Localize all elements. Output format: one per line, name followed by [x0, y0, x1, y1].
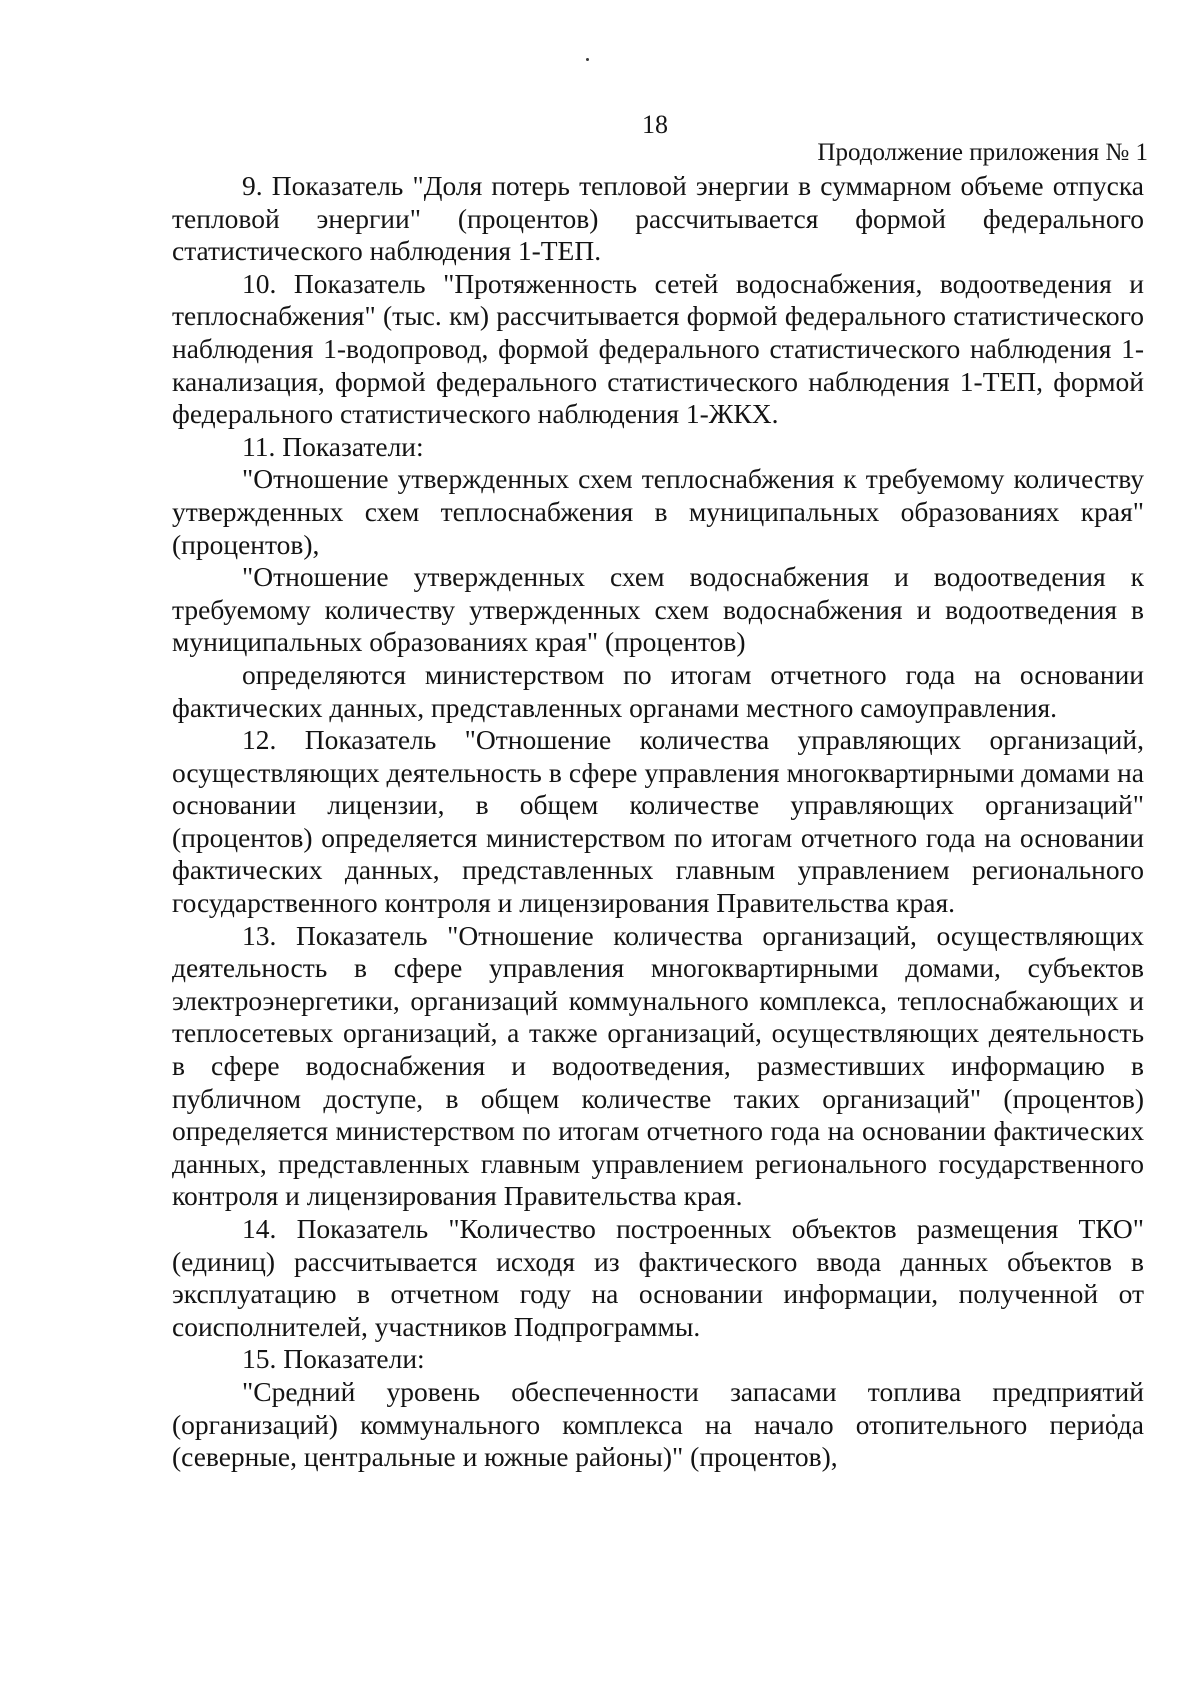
paragraph-indicator-fuel-reserves: "Средний уровень обеспеченности запасами топлива предприятий (организаций) коммунального комплекса на начало отопительного периода (северные, центральные и южные районы)" (процентов),	[172, 1375, 1144, 1473]
paragraph-item-12: 12. Показатель "Отношение количества управляющих организаций, осуществляющих деятельность в сфере управления многоквартирными домами на основании лицензии, в общем количестве управляющих организаций" (процентов) определяется министерством по итогам отчетного года на основании фактических данных, представленных главным управлением регионального государственного контроля и лицензирования Правительства края.	[172, 724, 1144, 919]
document-body	[172, 170, 1144, 1474]
page-number: 18	[642, 110, 668, 139]
paragraph-item-10: 10. Показатель "Протяженность сетей водоснабжения, водоотведения и теплоснабжения" (тыс. км) рассчитывается формой федерального статистического наблюдения 1-водопровод, формой федерального статистического наблюдения 1-канализация, формой федерального статистического наблюдения 1-ТЕП, формой федерального статистического наблюдения 1-ЖКХ.	[172, 267, 1144, 430]
paragraph-determination-note: определяются министерством по итогам отчетного года на основании фактических данных, представленных органами местного самоуправления.	[172, 658, 1144, 723]
scan-speck	[586, 58, 589, 61]
paragraph-item-9: 9. Показатель "Доля потерь тепловой энергии в суммарном объеме отпуска тепловой энергии" (процентов) рассчитывается формой федерального статистического наблюдения 1-ТЕП.	[172, 170, 1144, 267]
paragraph-indicator-water-schemes: "Отношение утвержденных схем водоснабжения и водоотведения к требуемому количеству утвержденных схем водоснабжения и водоотведения в муниципальных образованиях края" (процентов)	[172, 561, 1144, 658]
paragraph-item-11-heading: 11. Показатели:	[242, 430, 424, 462]
paragraph-item-14: 14. Показатель "Количество построенных объектов размещения ТКО" (единиц) рассчитывается исходя из фактического ввода данных объектов в эксплуатацию в отчетном году на основании информации, полученной от соисполнителей, участников Подпрограммы.	[172, 1213, 1144, 1342]
appendix-continuation-note: Продолжение приложения № 1	[817, 139, 1148, 166]
paragraph-indicator-heat-schemes: "Отношение утвержденных схем теплоснабжения к требуемому количеству утвержденных схем теплоснабжения в муниципальных образованиях края" (процентов),	[172, 463, 1144, 560]
paragraph-item-13: 13. Показатель "Отношение количества организаций, осуществляющих деятельность в сфере управления многоквартирными домами, субъектов электроэнергетики, организаций коммунального комплекса, теплоснабжающих и теплосетевых организаций, а также организаций, осуществляющих деятельность в сфере водоснабжения и водоотведения, разместивших информацию в публичном доступе, в общем количестве таких организаций" (процентов) определяется министерством по итогам отчетного года на основании фактических данных, представленных главным управлением регионального государственного контроля и лицензирования Правительства края.	[172, 919, 1144, 1212]
paragraph-item-15-heading: 15. Показатели:	[242, 1343, 425, 1375]
